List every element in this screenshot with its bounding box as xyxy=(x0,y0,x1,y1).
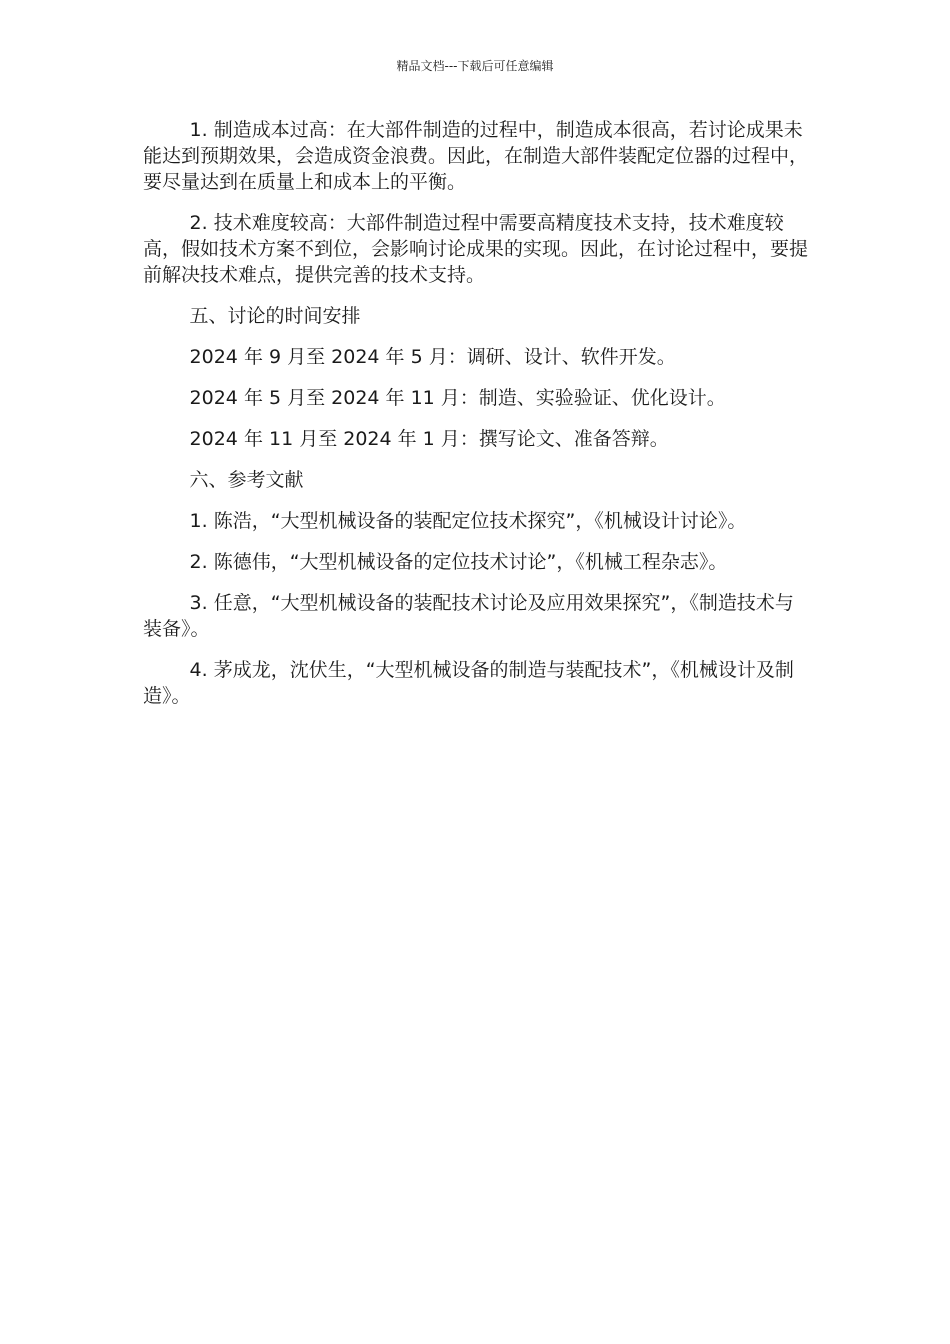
document-body xyxy=(143,117,808,724)
page-header: 精品文档---下载后可任意编辑 xyxy=(396,59,554,73)
schedule-item-1: 2024 年 9 月至 2024 年 5 月：调研、设计、软件开发。 xyxy=(189,346,676,368)
reference-item-3: 3. 任意，“大型机械设备的装配技术讨论及应用效果探究”，《制造技术与装备》。 xyxy=(143,592,794,640)
reference-item-4: 4. 茅成龙，沈伏生，“大型机械设备的制造与装配技术”，《机械设计及制造》。 xyxy=(143,659,794,707)
reference-item-2: 2. 陈德伟，“大型机械设备的定位技术讨论”，《机械工程杂志》。 xyxy=(189,551,728,573)
section-heading-references: 六、参考文献 xyxy=(189,469,304,491)
paragraph-risk-technology: 2. 技术难度较高：大部件制造过程中需要高精度技术支持，技术难度较高，假如技术方案不到位，会影响讨论成果的实现。因此，在讨论过程中，要提前解决技术难点，提供完善的技术支持。 xyxy=(143,212,809,286)
schedule-item-2: 2024 年 5 月至 2024 年 11 月：制造、实验验证、优化设计。 xyxy=(189,387,726,409)
schedule-item-3: 2024 年 11 月至 2024 年 1 月：撰写论文、准备答辩。 xyxy=(189,428,669,450)
paragraph-risk-cost: 1. 制造成本过高：在大部件制造的过程中，制造成本很高，若讨论成果未能达到预期效果，会造成资金浪费。因此，在制造大部件装配定位器的过程中，要尽量达到在质量上和成本上的平衡。 xyxy=(143,119,809,193)
section-heading-schedule: 五、讨论的时间安排 xyxy=(189,305,361,327)
reference-item-1: 1. 陈浩，“大型机械设备的装配定位技术探究”，《机械设计讨论》。 xyxy=(189,510,747,532)
